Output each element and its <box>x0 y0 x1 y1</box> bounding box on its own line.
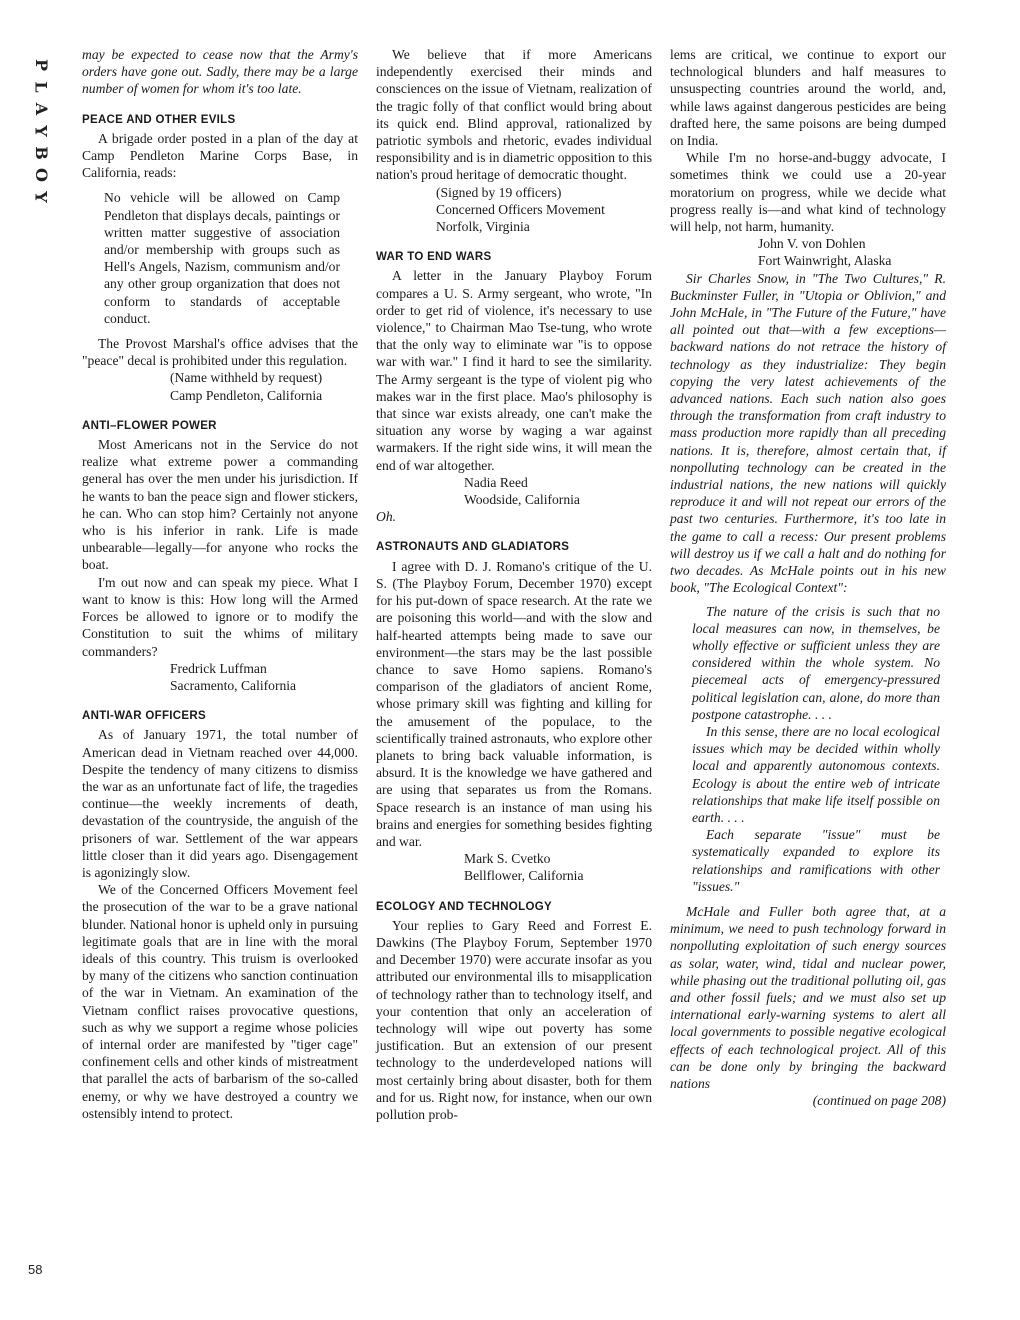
paragraph: lems are critical, we continue to export our technological blunders and half measures to unsuspecting countries around the world, and, while laws against dangerous pesticides are being drafted here, the same poisons are being dumped on India. <box>670 47 946 149</box>
signature-name: Nadia Reed <box>464 474 528 490</box>
signature-name: (Name withheld by request) <box>170 370 323 386</box>
signature-name: Mark S. Cvetko <box>464 851 551 867</box>
continued-note: (continued on page 208) <box>812 1093 946 1109</box>
column-1 <box>82 46 358 1122</box>
signature-location: Woodside, California <box>464 492 580 508</box>
magazine-letter: A <box>31 102 51 116</box>
signature-location: Bellflower, California <box>464 868 584 884</box>
signature-name: John V. von Dohlen <box>758 236 866 252</box>
paragraph: Your replies to Gary Reed and Forrest E. Dawkins (The Playboy Forum, September 1970 and December 1970) were accurate insofar as you attributed our environmental ills to misapplication of technology rather than to technology itself, and your contention that only an acceleration of technology will wipe out poverty has some justification. But an extension of our present technology to the underdeveloped nations will most certainly bring about disaster, both for them and for us. Right now, for instance, when our own pollution prob- <box>376 917 652 1122</box>
block-quote <box>104 189 340 327</box>
section-heading-anti-war: ANTI-WAR OFFICERS <box>82 710 206 723</box>
editor-reply: McHale and Fuller both agree that, at a minimum, we need to push technology forward in nonpolluting exploitation of such energy sources as solar, water, wind, tidal and nuclear power, while phasing out the traditional polluting oil, gas and other fossil fuels; and we must also set up international early-warning systems to alert all local governments to possible negative ecological effects of each technological project. All of this can be done only by bringing the backward nations <box>670 903 946 1091</box>
signature-name: (Signed by 19 officers) <box>436 184 562 200</box>
paragraph: Most Americans not in the Service do not realize what extreme power a commanding general has over the men under his jurisdiction. If he wants to ban the peace sign and flower stickers, he can. Who can stop him? Certainly not anyone who is his inferior in rank. Life is made unbearable—legally—for anyone who rocks the boat. <box>82 437 358 573</box>
quote-text: No vehicle will be allowed on Camp Pendleton that displays decals, paintings or written matter suggestive of association and/or membership with groups such as Hell's Angels, Nazism, communism and/or any other group organization that does not conform to standards of acceptable conduct. <box>104 190 340 326</box>
quote-text: Each separate "issue" must be systematically expanded to explore its relationships and ramifications with other "issues." <box>692 827 940 894</box>
paragraph: We of the Concerned Officers Movement feel the prosecution of the war to be a grave national blunder. National honor is upheld only in pursuing legitimate goals that are in line with the moral ideals of this country. This truism is overlooked by many of the citizens who sanction continuation of the war in Vietnam. An examination of the Vietnam conflict raises provocative questions, such as why we support a regime whose policies of internal order are manifested by "tiger cage" confinement cells and other kinds of mistreatment that parallel the acts of barbarism of the so-called enemy, or why we have destroyed a country we ostensibly intend to protect. <box>82 882 358 1121</box>
signature-location: Fort Wainwright, Alaska <box>758 253 892 269</box>
editor-reply: Sir Charles Snow, in "The Two Cultures," R. Buckminster Fuller, in "Utopia or Oblivion," and John McHale, in "The Future of the Future," have all pointed out that—with a few exceptions—backward nations do not retrace the history of technology as they industrialize: They begin copying the very latest achievements of the advanced nations. Each such nation also goes through the transformation from craft industry to mass production more rapidly than all preceding nations. It is, therefore, almost certain that, if nonpolluting technology can be created in the industrial nations, the new nations will quickly reproduce it and will not repeat our errors of the past two centuries. Furthermore, it's too late in the game to call a recess: Our present problems will destroy us if we call a halt and do nothing for two decades. As McHale points out in his new book, "The Ecological Context": <box>670 270 946 596</box>
block-quote <box>692 603 940 895</box>
signature <box>82 369 358 403</box>
page-number: 58 <box>28 1262 43 1277</box>
quote-text: In this sense, there are no local ecological issues which may be decided within wholly local and apparently autonomous contexts. Ecology is about the entire web of intricate relationships that make life itself possible on earth. . . . <box>692 723 940 825</box>
paragraph: As of January 1971, the total number of American dead in Vietnam reached over 44,000. Despite the tendency of many citizens to dismiss the war as an unfortunate fact of life, the tragedies continue—the weekly increments of death, devastation of the countryside, the anguish of the prisoners of war. Settlement of the war appears little closer than it did years ago. Disengagement is agonizingly slow. <box>82 727 358 880</box>
signature <box>376 850 652 884</box>
signature-location: Norfolk, Virginia <box>436 219 530 235</box>
signature <box>82 660 358 694</box>
intro-paragraph: may be expected to cease now that the Army's orders have gone out. Sadly, there may be a large number of women for whom it's too late. <box>82 47 358 97</box>
signature <box>376 474 652 508</box>
column-3 <box>670 46 946 1109</box>
paragraph: We believe that if more Americans independently exercised their minds and consciences on the issue of Vietnam, realization of the tragic folly of that conflict would bring about its quick end. Blind approval, rationalized by patriotic symbols and rhetoric, evades individual responsibility and is in diametric opposition to this nation's proud heritage of democratic thought. <box>376 47 653 183</box>
magazine-letter: B <box>32 146 51 160</box>
paragraph: While I'm no horse-and-buggy advocate, I sometimes think we could use a 20-year moratorium on progress, while we decide what progress really is—and what kind of technology will help, not harm, humanity. <box>670 150 946 235</box>
signature-name: Fredrick Luffman <box>170 660 267 676</box>
paragraph: The Provost Marshal's office advises that the "peace" decal is prohibited under this regulation. <box>82 336 358 369</box>
quote-text: The nature of the crisis is such that no local measures can now, in themselves, be wholly effective or sufficient unless they are considered within the whole system. No piecemeal acts of emergency-pressured political legislation can, alone, do more than postpone catastrophe. . . . <box>692 603 940 722</box>
magazine-letter: Y <box>31 125 51 137</box>
signature-org: Concerned Officers Movement <box>436 201 605 217</box>
editor-reply: Oh. <box>376 509 397 525</box>
magazine-letter: L <box>32 81 51 93</box>
section-heading-peace: PEACE AND OTHER EVILS <box>82 113 236 126</box>
paragraph: I'm out now and can speak my piece. What I want to know is this: How long will the Armed Forces be allowed to ignore or to modify the Constitution to suit the whims of military commanders? <box>82 574 358 659</box>
magazine-letter: P <box>32 58 51 72</box>
paragraph: A letter in the January Playboy Forum compares a U. S. Army sergeant, who wrote, "In order to get rid of violence, it's necessary to use violence," to Chairman Mao Tse-tung, who wrote that the only way to eliminate war "is to oppose war with war." I find it hard to see the similarity. The Army sergeant is the type of violent pig who makes war in the first place. Mao's philosophy is that since war exists already, one can't make the situation any worse by waging a war against warmakers. If the right side wins, it will mean the end of war altogether. <box>376 268 652 473</box>
magazine-name-vertical <box>28 54 54 208</box>
section-heading-anti-flower: ANTI–FLOWER POWER <box>82 419 217 432</box>
signature <box>670 235 946 269</box>
paragraph: I agree with D. J. Romano's critique of the U. S. (The Playboy Forum, December 1970) except for his put-down of space research. At the rate we are poisoning this world—and with the slow and half-hearted attempts being made to save our environment—the stars may be the last possible chance to save Homo sapiens. Romano's comparison of the gladiators of ancient Rome, whose primary skill was fighting and killing for the amusement of the populace, to the scientifically trained astronauts, who explore other planets to bring back valuable information, is absurd. It is the knowledge we have gathered and are using that separates us from the Romans. Space research is an instance of man using his brains and energies for something besides fighting and war. <box>376 558 652 849</box>
section-heading-war-to-end-wars: WAR TO END WARS <box>376 251 492 264</box>
column-2 <box>376 46 652 1123</box>
section-heading-ecology: ECOLOGY AND TECHNOLOGY <box>376 900 552 913</box>
paragraph: A brigade order posted in a plan of the day at Camp Pendleton Marine Corps Base, in California, reads: <box>82 130 358 181</box>
magazine-letter: O <box>32 168 51 182</box>
signature-location: Camp Pendleton, California <box>170 387 323 403</box>
magazine-letter: Y <box>31 191 51 203</box>
signature <box>376 184 652 236</box>
section-heading-astronauts: ASTRONAUTS AND GLADIATORS <box>376 541 570 554</box>
signature-location: Sacramento, California <box>170 677 297 693</box>
